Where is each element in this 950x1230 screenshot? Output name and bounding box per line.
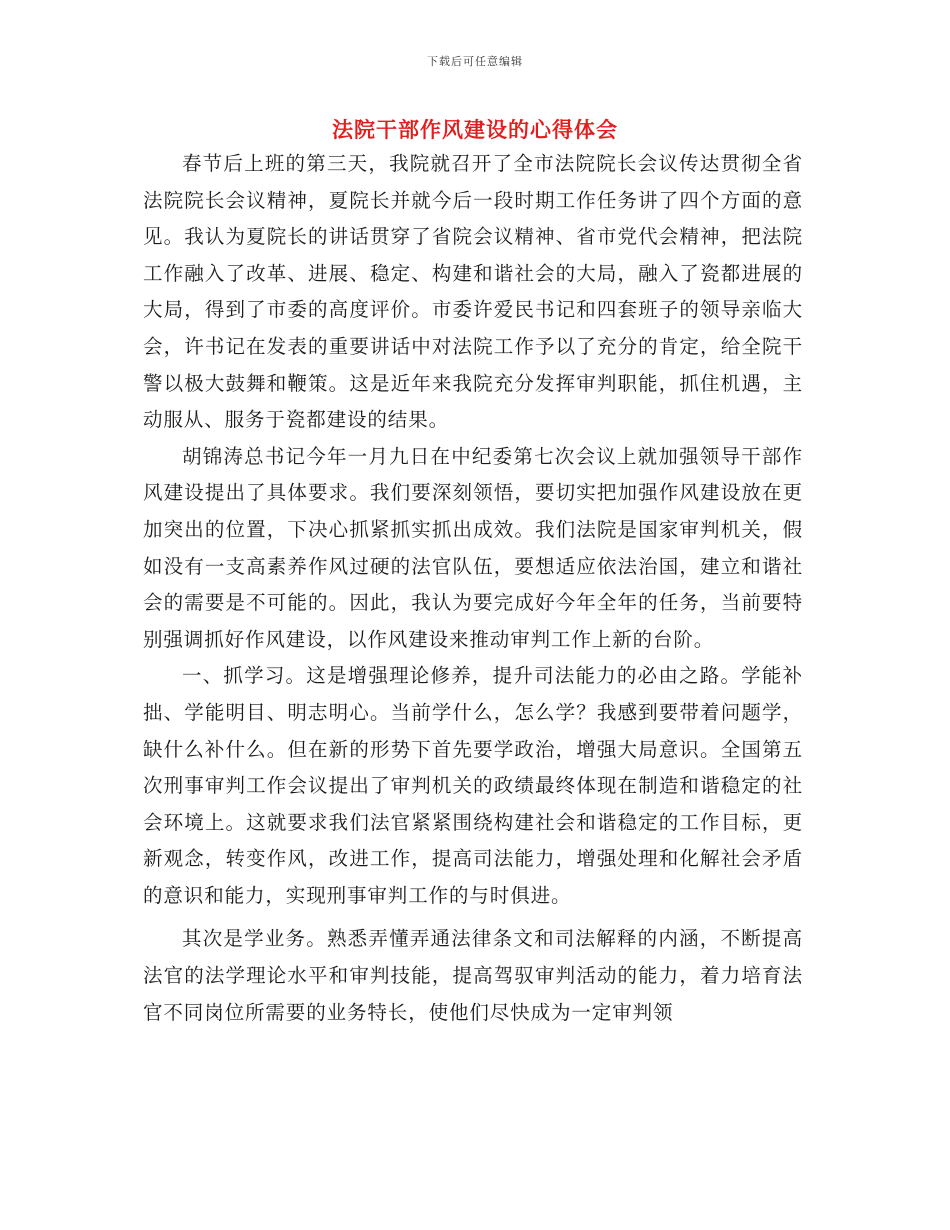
document-title: 法院干部作风建设的心得体会 (332, 118, 618, 142)
header-note: 下载后可任意编辑 (427, 55, 523, 68)
paragraph: 一、抓学习。这是增强理论修养，提升司法能力的必由之路。学能补拙、学能明目、明志明心。当前学什么，怎么学？我感到要带着问题学，缺什么补什么。但在新的形势下首先要学政治，增强大局意识。全国第五次刑事审判工作会议提出了审判机关的政绩最终体现在制造和谐稳定的社会环境上。这就要求我们法官紧紧围绕构建社会和谐稳定的工作目标，更新观念，转变作风，改进工作，提高司法能力，增强处理和化解社会矛盾的意识和能力，实现刑事审判工作的与时俱进。 (143, 664, 803, 907)
paragraph: 其次是学业务。熟悉弄懂弄通法律条文和司法解释的内涵，不断提高法官的法学理论水平和审判技能，提高驾驭审判活动的能力，着力培育法官不同岗位所需要的业务特长，使他们尽快成为一定审判领 (143, 927, 803, 1024)
paragraph: 春节后上班的第三天，我院就召开了全市法院院长会议传达贯彻全省法院院长会议精神，夏院长并就今后一段时期工作任务讲了四个方面的意见。我认为夏院长的讲话贯穿了省院会议精神、省市党代会精神，把法院工作融入了改革、进展、稳定、构建和谐社会的大局，融入了瓷都进展的大局，得到了市委的高度评价。市委许爱民书记和四套班子的领导亲临大会，许书记在发表的重要讲话中对法院工作予以了充分的肯定，给全院干警以极大鼓舞和鞭策。这是近年来我院充分发挥审判职能，抓住机遇，主动服从、服务于瓷都建设的结果。 (143, 152, 803, 432)
document-body (143, 146, 803, 1031)
paragraph: 胡锦涛总书记今年一月九日在中纪委第七次会议上就加强领导干部作风建设提出了具体要求。我们要深刻领悟，要切实把加强作风建设放在更加突出的位置，下决心抓紧抓实抓出成效。我们法院是国家审判机关，假如没有一支高素养作风过硬的法官队伍，要想适应依法治国，建立和谐社会的需要是不可能的。因此，我认为要完成好今年全年的任务，当前要特别强调抓好作风建设，以作风建设来推动审判工作上新的台阶。 (143, 444, 803, 651)
